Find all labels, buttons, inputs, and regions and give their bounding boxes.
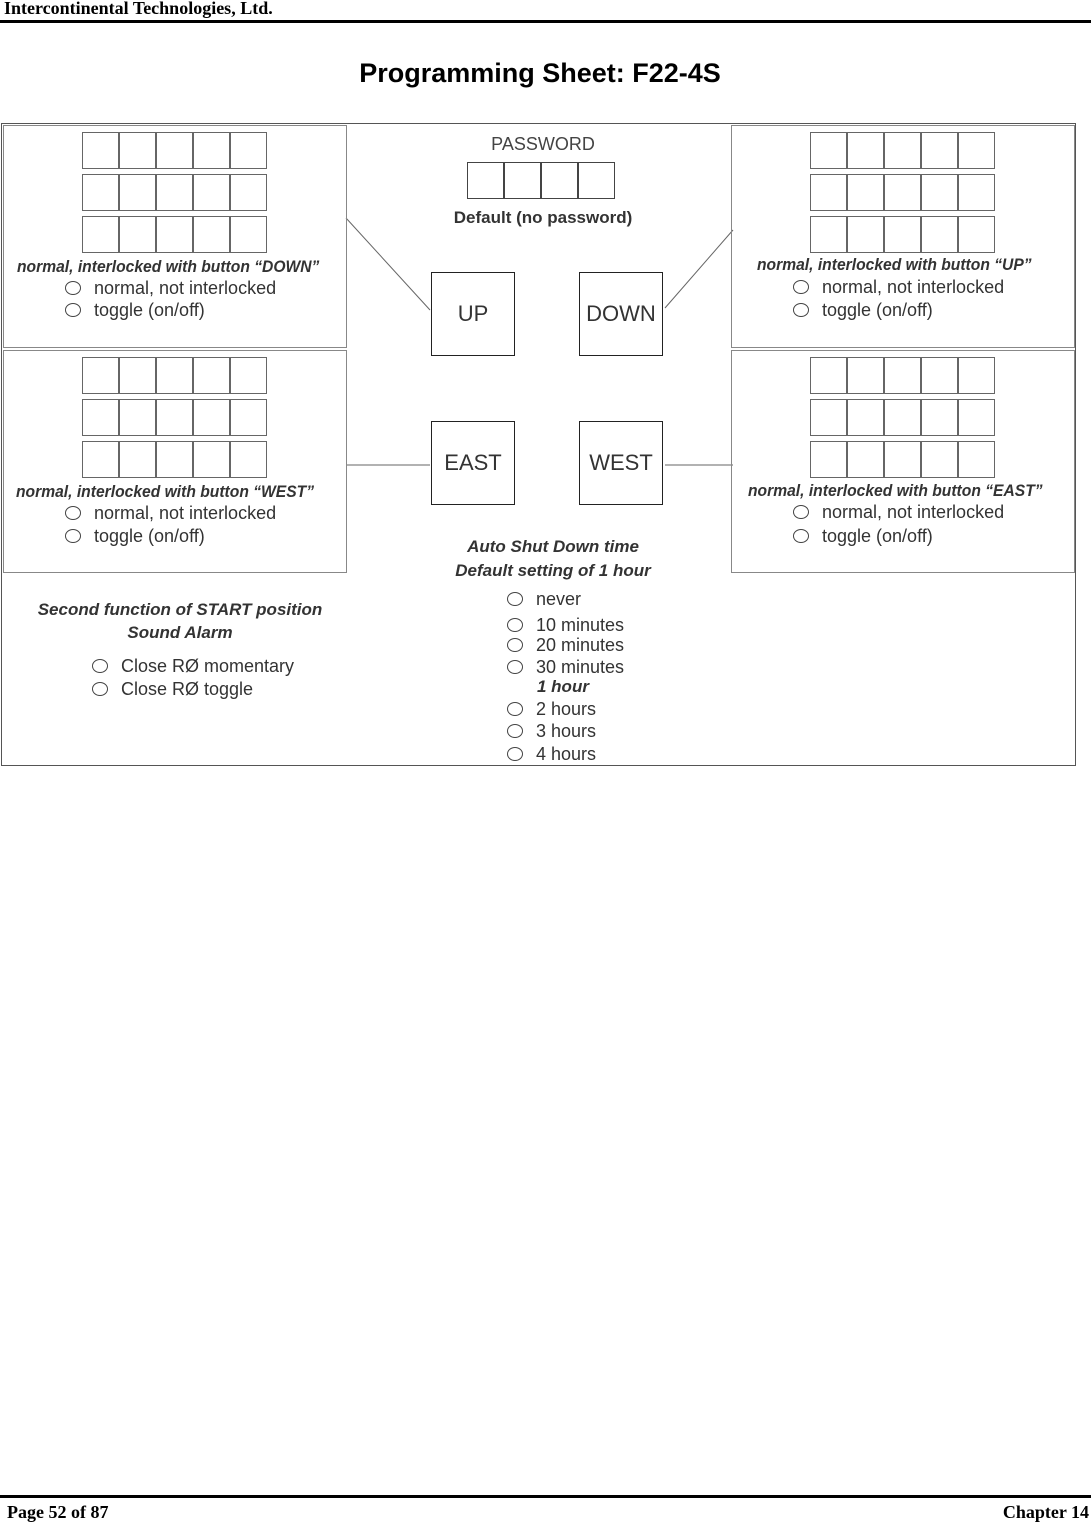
option-label: 2 hours xyxy=(536,698,597,719)
radio-icon[interactable] xyxy=(507,638,523,652)
radio-icon[interactable] xyxy=(793,529,809,543)
code-cell[interactable] xyxy=(119,441,156,478)
code-cell[interactable] xyxy=(884,441,921,478)
code-cell[interactable] xyxy=(847,399,884,436)
option-label: 20 minutes xyxy=(536,634,625,655)
header-rule xyxy=(0,20,1091,23)
code-cell[interactable] xyxy=(119,216,156,253)
password-grid xyxy=(467,162,615,199)
option-toggle[interactable] xyxy=(65,525,205,547)
code-grid-bottom-left xyxy=(82,357,267,478)
radio-icon[interactable] xyxy=(65,303,81,317)
option-30-minutes[interactable] xyxy=(507,656,624,678)
option-normal-not-interlocked[interactable] xyxy=(65,277,276,299)
password-default: Default (no password) xyxy=(453,208,633,227)
chapter-label: Chapter 14 xyxy=(1002,1502,1089,1522)
code-cell[interactable] xyxy=(810,441,847,478)
option-close-momentary[interactable] xyxy=(92,655,294,677)
code-grid-top-right xyxy=(810,132,995,253)
east-button[interactable]: EAST xyxy=(431,421,515,505)
radio-icon[interactable] xyxy=(507,660,523,674)
code-cell[interactable] xyxy=(230,174,267,211)
sound-alarm-heading: Sound Alarm xyxy=(127,623,233,642)
panel-heading: normal, interlocked with button “WEST” xyxy=(16,482,315,501)
code-cell[interactable] xyxy=(82,132,119,169)
code-cell[interactable] xyxy=(847,216,884,253)
auto-shutdown-subheading: Default setting of 1 hour xyxy=(455,561,651,580)
code-cell[interactable] xyxy=(119,357,156,394)
option-normal-not-interlocked[interactable] xyxy=(65,502,276,524)
code-grid-bottom-right xyxy=(810,357,995,478)
radio-icon[interactable] xyxy=(793,505,809,519)
panel-heading: normal, interlocked with button “EAST” xyxy=(748,481,1043,500)
option-20-minutes[interactable] xyxy=(507,634,624,656)
option-label: normal, not interlocked xyxy=(822,276,1005,297)
radio-icon[interactable] xyxy=(507,618,523,632)
auto-shutdown-heading: Auto Shut Down time xyxy=(467,537,639,556)
code-cell[interactable] xyxy=(958,216,995,253)
code-cell[interactable] xyxy=(119,399,156,436)
code-cell[interactable] xyxy=(810,216,847,253)
option-label: toggle (on/off) xyxy=(94,525,205,546)
code-cell[interactable] xyxy=(193,216,230,253)
code-cell[interactable] xyxy=(921,357,958,394)
option-label: 4 hours xyxy=(536,743,597,764)
code-cell[interactable] xyxy=(810,357,847,394)
option-2-hours[interactable] xyxy=(507,698,596,720)
code-cell[interactable] xyxy=(82,441,119,478)
option-toggle[interactable] xyxy=(793,525,933,547)
code-cell[interactable] xyxy=(119,132,156,169)
code-cell[interactable] xyxy=(82,399,119,436)
code-cell[interactable] xyxy=(82,174,119,211)
option-4-hours[interactable] xyxy=(507,743,596,765)
code-cell[interactable] xyxy=(156,216,193,253)
option-label: toggle (on/off) xyxy=(822,525,933,546)
option-label: never xyxy=(536,588,582,609)
code-cell[interactable] xyxy=(230,216,267,253)
option-normal-not-interlocked[interactable] xyxy=(793,501,1004,523)
option-never[interactable] xyxy=(507,588,581,610)
code-cell[interactable] xyxy=(847,174,884,211)
code-cell[interactable] xyxy=(847,357,884,394)
code-cell[interactable] xyxy=(230,441,267,478)
radio-icon[interactable] xyxy=(507,747,523,761)
option-normal-not-interlocked[interactable] xyxy=(793,276,1004,298)
option-3-hours[interactable] xyxy=(507,720,596,742)
code-cell[interactable] xyxy=(193,132,230,169)
code-cell[interactable] xyxy=(156,357,193,394)
panel-heading: normal, interlocked with button “DOWN” xyxy=(17,257,320,276)
radio-icon[interactable] xyxy=(92,659,108,673)
code-cell[interactable] xyxy=(958,132,995,169)
second-function-heading: Second function of START position xyxy=(37,600,323,619)
code-cell[interactable] xyxy=(921,132,958,169)
password-cell[interactable] xyxy=(504,162,541,199)
password-label: PASSWORD xyxy=(491,134,595,154)
code-cell[interactable] xyxy=(847,132,884,169)
code-cell[interactable] xyxy=(230,357,267,394)
code-cell[interactable] xyxy=(921,216,958,253)
radio-icon[interactable] xyxy=(793,280,809,294)
option-label: 30 minutes xyxy=(536,656,625,677)
option-label: toggle (on/off) xyxy=(822,299,933,320)
page-title: Programming Sheet: F22-4S xyxy=(359,58,721,88)
option-label: normal, not interlocked xyxy=(94,502,277,523)
code-cell[interactable] xyxy=(156,174,193,211)
code-cell[interactable] xyxy=(810,132,847,169)
radio-icon[interactable] xyxy=(65,529,81,543)
up-button[interactable]: UP xyxy=(431,272,515,356)
west-button[interactable]: WEST xyxy=(579,421,663,505)
option-close-toggle[interactable] xyxy=(92,678,253,700)
page-number: Page 52 of 87 xyxy=(7,1502,109,1522)
code-cell[interactable] xyxy=(82,216,119,253)
down-button[interactable]: DOWN xyxy=(579,272,663,356)
option-toggle[interactable] xyxy=(793,299,933,321)
radio-icon[interactable] xyxy=(65,506,81,520)
code-cell[interactable] xyxy=(156,132,193,169)
code-cell[interactable] xyxy=(193,174,230,211)
password-cell[interactable] xyxy=(578,162,615,199)
radio-icon[interactable] xyxy=(92,682,108,696)
option-1-hour-default: 1 hour xyxy=(537,677,589,696)
option-label: Close RØ momentary xyxy=(121,655,295,676)
code-cell[interactable] xyxy=(847,441,884,478)
code-cell[interactable] xyxy=(958,399,995,436)
option-label: normal, not interlocked xyxy=(94,277,277,298)
code-cell[interactable] xyxy=(884,399,921,436)
code-cell[interactable] xyxy=(156,441,193,478)
radio-icon[interactable] xyxy=(507,702,523,716)
code-cell[interactable] xyxy=(884,174,921,211)
password-cell[interactable] xyxy=(541,162,578,199)
option-label: 3 hours xyxy=(536,720,597,741)
code-cell[interactable] xyxy=(921,441,958,478)
option-label: toggle (on/off) xyxy=(94,299,205,320)
footer-rule xyxy=(0,1495,1091,1498)
code-cell[interactable] xyxy=(82,357,119,394)
code-cell[interactable] xyxy=(884,132,921,169)
option-label: 10 minutes xyxy=(536,614,625,635)
option-label: Close RØ toggle xyxy=(121,678,254,699)
code-cell[interactable] xyxy=(884,216,921,253)
code-cell[interactable] xyxy=(921,399,958,436)
code-grid-top-left xyxy=(82,132,267,253)
code-cell[interactable] xyxy=(958,441,995,478)
code-cell[interactable] xyxy=(193,357,230,394)
code-cell[interactable] xyxy=(193,399,230,436)
code-cell[interactable] xyxy=(884,357,921,394)
option-label: normal, not interlocked xyxy=(822,501,1005,522)
panel-heading: normal, interlocked with button “UP” xyxy=(757,255,1032,274)
radio-icon[interactable] xyxy=(507,592,523,606)
code-cell[interactable] xyxy=(193,441,230,478)
code-cell[interactable] xyxy=(958,174,995,211)
password-cell[interactable] xyxy=(467,162,504,199)
code-cell[interactable] xyxy=(958,357,995,394)
code-cell[interactable] xyxy=(810,399,847,436)
radio-icon[interactable] xyxy=(507,724,523,738)
code-cell[interactable] xyxy=(230,132,267,169)
radio-icon[interactable] xyxy=(65,281,81,295)
option-toggle[interactable] xyxy=(65,299,205,321)
code-cell[interactable] xyxy=(119,174,156,211)
code-cell[interactable] xyxy=(156,399,193,436)
code-cell[interactable] xyxy=(810,174,847,211)
radio-icon[interactable] xyxy=(793,303,809,317)
option-10-minutes[interactable] xyxy=(507,614,624,636)
code-cell[interactable] xyxy=(921,174,958,211)
code-cell[interactable] xyxy=(230,399,267,436)
company-name: Intercontinental Technologies, Ltd. xyxy=(4,0,273,18)
